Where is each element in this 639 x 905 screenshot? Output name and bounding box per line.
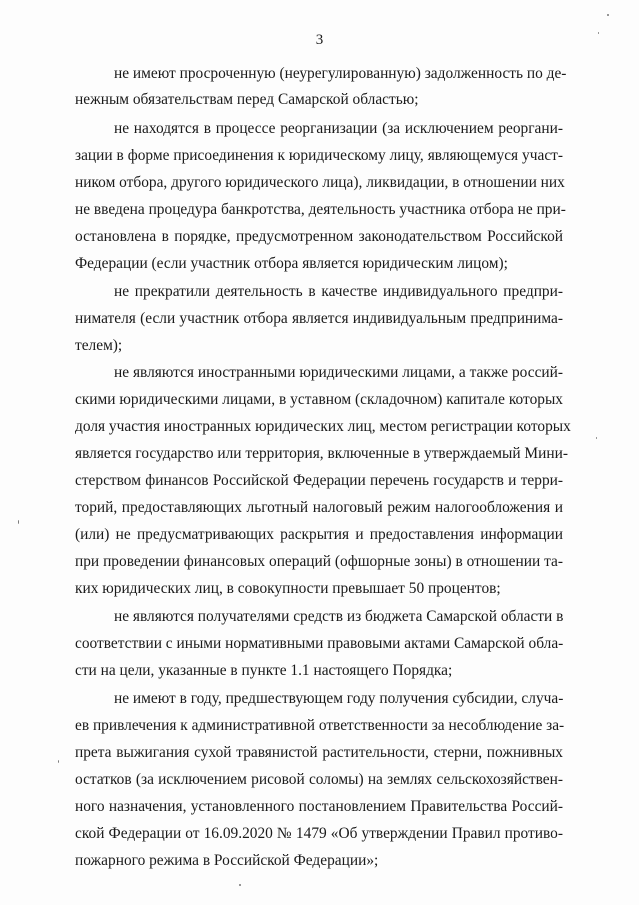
text-line: стерством финансов Российской Федерации перечень государств и терри- (75, 472, 563, 489)
scan-speck (239, 884, 241, 886)
text-line: Федерации (если участник отбора является юридическим лицом); (75, 255, 508, 272)
scan-speck (607, 14, 609, 16)
text-line: нимателя (если участник отбора является индивидуальным предпринима- (75, 310, 563, 327)
text-line: ких юридических лиц, в совокупности превышает 50 процентов; (75, 580, 501, 597)
text-line: не имеют в году, предшествующем году получения субсидии, случа- (114, 690, 564, 707)
text-line: остановлена в порядке, предусмотренном законодательством Российской (75, 228, 563, 245)
text-line: ного назначения, установленного постановлением Правительства Россий- (75, 798, 563, 815)
text-line: соответствии с иными нормативными правовыми актами Самарской обла- (75, 635, 564, 652)
text-line: ником отбора, другого юридического лица), ликвидации, в отношении них (75, 174, 565, 191)
scan-speck (58, 760, 59, 763)
text-line: сти на цели, указанные в пункте 1.1 настоящего Порядка; (75, 662, 453, 679)
text-line: не имеют просроченную (неурегулированную) задолженность по де- (114, 65, 567, 82)
text-line: зации в форме присоединения к юридическому лицу, являющемуся участ- (75, 147, 563, 164)
text-line: не прекратили деятельность в качестве индивидуального предпри- (114, 283, 563, 300)
page-number: 3 (315, 32, 324, 48)
text-line: пожарного режима в Российской Федерации»; (75, 852, 379, 869)
scan-speck (18, 520, 19, 524)
text-line: доля участия иностранных юридических лиц, местом регистрации которых (75, 418, 571, 435)
text-line: не введена процедура банкротства, деятельность участника отбора не при- (75, 201, 566, 218)
text-line: прета выжигания сухой травянистой растительности, стерни, пожнивных (75, 744, 563, 761)
text-line: ской Федерации от 16.09.2020 № 1479 «Об утверждении Правил противо- (75, 825, 563, 842)
text-line: является государство или территория, включенные в утверждаемый Мини- (75, 445, 568, 462)
text-line: (или) не предусматривающих раскрытия и предоставления информации (75, 526, 563, 543)
text-line: не являются иностранными юридическими лицами, а также россий- (114, 364, 563, 381)
text-line: при проведении финансовых операций (офшорные зоны) в отношении та- (75, 553, 563, 570)
text-line: не являются получателями средств из бюджета Самарской области в (114, 608, 564, 625)
text-line: ев привлечения к административной ответственности за несоблюдение за- (75, 717, 565, 734)
scan-speck (598, 32, 599, 34)
text-line: остатков (за исключением рисовой соломы) на землях сельскохозяйствен- (75, 771, 563, 788)
scan-speck (596, 437, 597, 439)
text-line: не находятся в процессе реорганизации (за исключением реоргани- (114, 120, 563, 137)
text-line: скими юридическими лицами, в уставном (складочном) капитале которых (75, 391, 563, 408)
text-line: телем); (75, 337, 123, 354)
text-line: торий, предоставляющих льготный налоговый режим налогообложения и (75, 499, 563, 516)
text-line: нежным обязательствам перед Самарской областью; (75, 91, 419, 108)
